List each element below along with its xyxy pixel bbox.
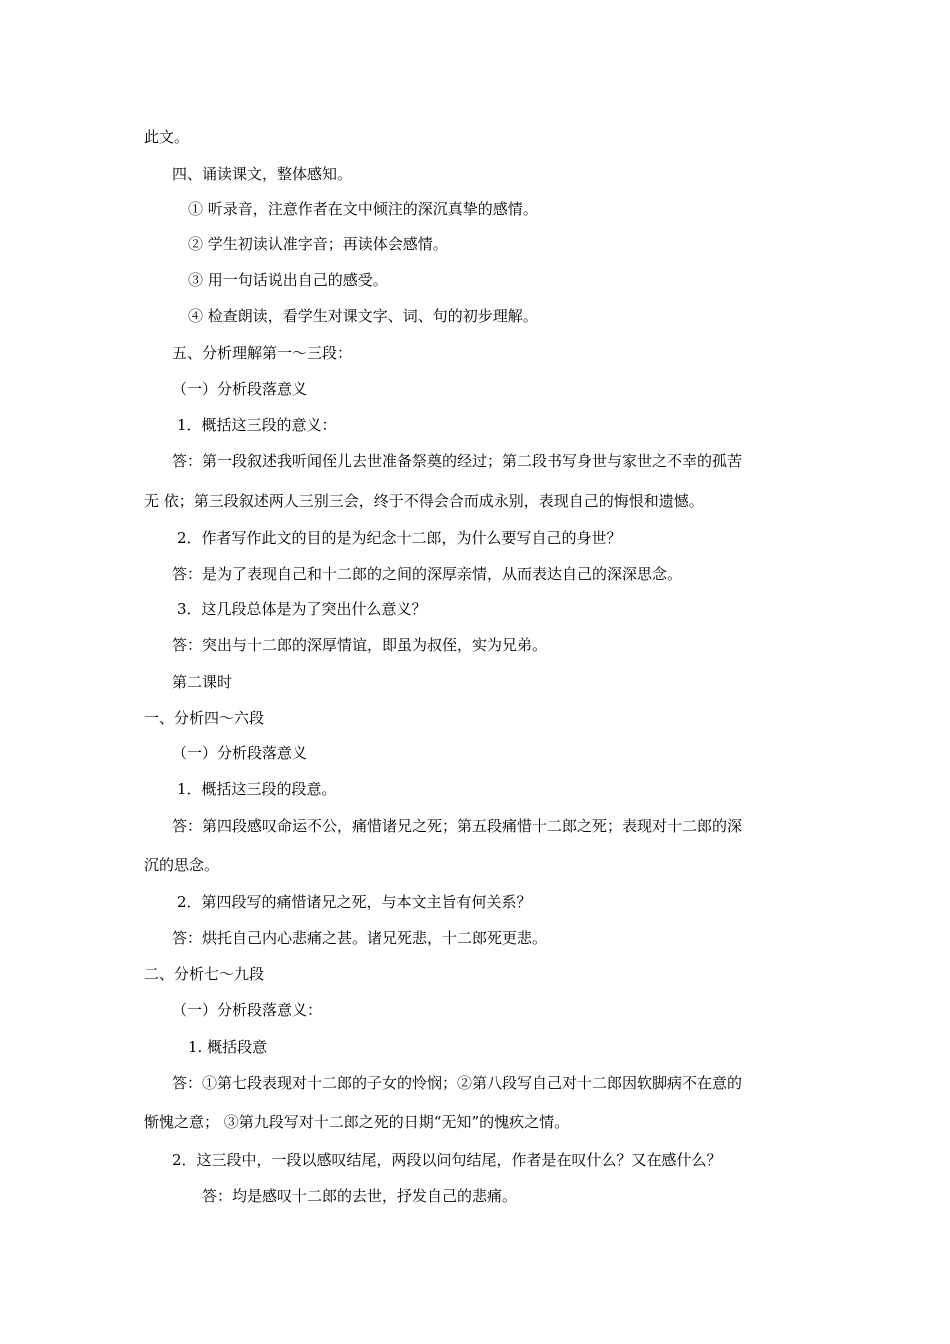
text-line: 此文。: [144, 128, 190, 146]
answer: 答：烘托自己内心悲痛之甚。诸兄死悲，十二郎死更悲。: [172, 929, 548, 947]
section-heading: 一、分析四～六段: [144, 709, 265, 727]
answer: 答：第一段叙述我听闻侄儿去世准备祭奠的经过；第二段书写身世与家世之不幸的孤苦: [172, 452, 743, 470]
list-item: ① 听录音，注意作者在文中倾注的深沉真挚的感情。: [188, 200, 538, 218]
answer: 答：是为了表现自己和十二郎的之间的深厚亲情，从而表达自己的深深思念。: [172, 565, 683, 583]
answer-continuation: 沉的思念。: [144, 856, 220, 874]
answer: 答：均是感叹十二郎的去世，抒发自己的悲痛。: [202, 1187, 518, 1205]
question: 1．概括这三段的意义：: [177, 416, 337, 434]
subsection-heading: （一）分析段落意义：: [172, 1001, 323, 1019]
answer-continuation: 惭愧之意； ③第九段写对十二郎之死的日期“无知”的愧疚之情。: [144, 1113, 570, 1131]
subsection-heading: （一）分析段落意义: [172, 744, 308, 762]
answer: 答：①第七段表现对十二郎的子女的怜悯；②第八段写自己对十二郎因软脚病不在意的: [172, 1074, 743, 1092]
question: 2．作者写作此文的目的是为纪念十二郎，为什么要写自己的身世？: [177, 529, 622, 547]
subsection-heading: （一）分析段落意义: [172, 380, 308, 398]
list-item: ③ 用一句话说出自己的感受。: [188, 271, 388, 289]
lesson-heading: 第二课时: [172, 673, 233, 691]
answer-continuation: 无 依；第三段叙述两人三别三会，终于不得会合而成永别，表现自己的悔恨和遗憾。: [144, 492, 704, 510]
section-heading: 五、分析理解第一～三段：: [172, 344, 353, 362]
section-heading: 二、分析七～九段: [144, 965, 265, 983]
answer: 答：突出与十二郎的深厚情谊，即虽为叔侄，实为兄弟。: [172, 636, 548, 654]
question: 1．概括这三段的段意。: [177, 780, 337, 798]
question: 3．这几段总体是为了突出什么意义？: [177, 600, 427, 618]
list-item: ② 学生初读认准字音；再读体会感情。: [188, 235, 448, 253]
question: 1. 概括段意: [188, 1038, 268, 1056]
section-heading: 四、诵读课文，整体感知。: [172, 165, 353, 183]
question: 2．第四段写的痛惜诸兄之死，与本文主旨有何关系？: [177, 893, 532, 911]
list-item: ④ 检查朗读，看学生对课文字、词、句的初步理解。: [188, 307, 538, 325]
answer: 答：第四段感叹命运不公，痛惜诸兄之死；第五段痛惜十二郎之死；表现对十二郎的深: [172, 817, 743, 835]
question: 2．这三段中，一段以感叹结尾，两段以问句结尾，作者是在叹什么？又在感什么？: [172, 1151, 722, 1169]
